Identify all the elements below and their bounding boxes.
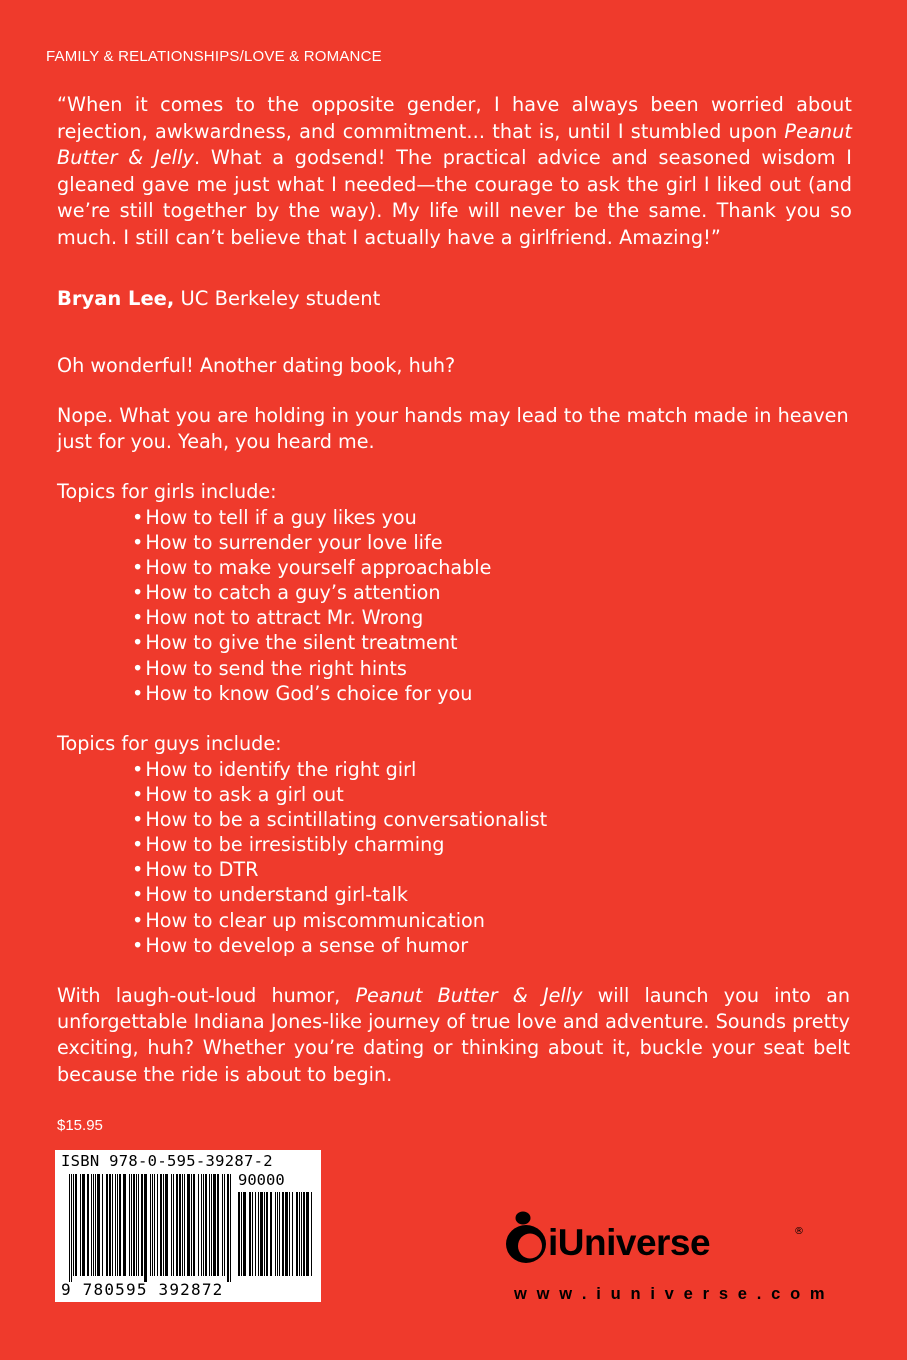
barcode-bar [75, 1174, 77, 1276]
barcode-bar [71, 1174, 72, 1282]
testimonial-quote [57, 92, 852, 252]
barcode-bar [224, 1174, 225, 1276]
ean-digits: 9 780595 392872 [61, 1280, 224, 1299]
girls-topics-heading: Topics for girls include: [57, 480, 277, 503]
barcode-addon-bar [296, 1192, 298, 1276]
barcode-addon-bar [303, 1192, 305, 1276]
barcode-addon-bar [279, 1192, 280, 1276]
girls-topic-item: • How to make yourself approachable [132, 555, 491, 580]
barcode-bar [209, 1174, 210, 1276]
guys-topics-list [132, 757, 547, 958]
nope-paragraph: Nope. What you are holding in your hands may lead to the match made in heaven just for you. Yeah, you heard me. [57, 404, 849, 453]
barcode-addon-bar [238, 1192, 240, 1276]
guys-topics-heading: Topics for guys include: [57, 732, 282, 755]
barcode-bar [133, 1174, 135, 1276]
registered-mark: ® [794, 1226, 804, 1237]
barcode-bar [165, 1174, 168, 1276]
barcode-bar [87, 1174, 89, 1276]
barcode-bar [95, 1174, 96, 1276]
barcode-bar [131, 1174, 132, 1276]
barcode-bar [73, 1174, 74, 1276]
barcode-bar [173, 1174, 174, 1276]
guys-topic-item: • How to be irresistibly charming [132, 832, 547, 857]
barcode-bar [112, 1174, 113, 1276]
barcode-addon-bar [299, 1192, 300, 1276]
guys-topic-item: • How to DTR [132, 857, 547, 882]
barcode-bar [160, 1174, 162, 1276]
barcode-bar [106, 1174, 108, 1276]
closing-part1: With laugh-out-loud humor, [57, 984, 356, 1007]
barcode-bar [222, 1174, 223, 1276]
barcode-addon-bar [264, 1192, 265, 1276]
barcode-addon-bar [275, 1192, 276, 1276]
barcode-bar [211, 1174, 212, 1276]
barcode-addon-bar [260, 1192, 263, 1276]
barcode-bar [171, 1174, 172, 1276]
publisher-url: w w w . i u n i v e r s e . c o m [514, 1285, 828, 1303]
barcode-bar [163, 1174, 164, 1276]
barcode-bar [123, 1174, 126, 1276]
barcode-bar [144, 1174, 147, 1282]
barcode-addon-bar [249, 1192, 251, 1276]
barcode-bar [187, 1174, 190, 1276]
girls-topic-item: • How to give the silent treatment [132, 630, 491, 655]
barcode-addon-bar [301, 1192, 302, 1276]
barcode-bar [213, 1174, 216, 1276]
barcode-bar [117, 1174, 118, 1276]
barcode-addon-bar [270, 1192, 272, 1276]
girls-topic-item: • How to send the right hints [132, 656, 491, 681]
barcode-addon-bar [306, 1192, 309, 1276]
girls-topic-item: • How to tell if a guy likes you [132, 505, 491, 530]
guys-topic-item: • How to develop a sense of humor [132, 933, 547, 958]
testimonial-book-title: Peanut Butter & Jelly [57, 119, 852, 170]
barcode-addon-bar [282, 1192, 284, 1276]
barcode-addon-bar [292, 1192, 293, 1276]
isbn-barcode [55, 1150, 321, 1302]
guys-topic-item: • How to ask a girl out [132, 782, 547, 807]
girls-topics-list [132, 505, 491, 706]
guys-topic-item: • How to clear up miscommunication [132, 908, 547, 933]
publisher-name: iUniverse [548, 1222, 711, 1263]
barcode-addon-bar [285, 1192, 288, 1276]
barcode-addon-bar [266, 1192, 268, 1276]
isbn-label: ISBN 978-0-595-39287-2 [61, 1152, 273, 1170]
testimonial-part1: “When it comes to the opposite gender, I have always been worried about rejection, awkwardness, and commitment... that is, until I stumbled upon [57, 93, 852, 143]
barcode-bar [217, 1174, 219, 1276]
barcode-bar [80, 1174, 81, 1276]
guys-topic-item: • How to be a scintillating conversationalist [132, 807, 547, 832]
barcode-bar [227, 1174, 229, 1282]
barcode-bar [93, 1174, 94, 1276]
barcode-bar [119, 1174, 121, 1276]
barcode-bar [138, 1174, 139, 1276]
barcode-bar [203, 1174, 204, 1276]
barcode-addon-bar [258, 1192, 259, 1276]
barcode-bar [184, 1174, 185, 1276]
barcode-bar [97, 1174, 100, 1276]
barcode-addon-bar [277, 1192, 278, 1276]
barcode-bar [201, 1174, 202, 1276]
girls-topic-item: • How to know God’s choice for you [132, 681, 491, 706]
barcode-bar [182, 1174, 183, 1276]
barcode-bar [198, 1174, 199, 1276]
barcode-bar [193, 1174, 195, 1276]
barcode-addon-code: 90000 [238, 1171, 285, 1189]
barcode-addon-bar [252, 1192, 253, 1276]
testimonial-attribution [57, 287, 380, 310]
barcode-addon-bar [241, 1192, 242, 1276]
testimonial-author-desc: UC Berkeley student [174, 287, 381, 310]
testimonial-part2: . What a godsend! The practical advice and seasoned wisdom I gleaned gave me just what I needed—the courage to ask the girl I liked out (and we’re still together by the way). My life will never be the same. Thank you so much. I still can’t believe that I actually have a girlfriend. Amazing!” [57, 146, 852, 249]
barcode-bar [129, 1174, 130, 1276]
barcode-bar [102, 1174, 103, 1276]
barcode-bar [152, 1174, 153, 1276]
barcode-addon-bar [243, 1192, 246, 1276]
barcode-addon-bar [289, 1192, 290, 1276]
girls-topic-item: • How to catch a guy’s attention [132, 580, 491, 605]
barcode-bar [141, 1174, 143, 1276]
closing-part2: will launch you into an unforgettable Indiana Jones-like journey of true love and adventure. Sounds pretty exciting, huh? Whether you’re dating or thinking about it, buckle your seat belt because the ride is about to begin. [57, 984, 850, 1086]
barcode-bar [205, 1174, 207, 1276]
closing-paragraph [57, 983, 850, 1088]
category-label: FAMILY & RELATIONSHIPS/LOVE & ROMANCE [46, 48, 382, 65]
girls-topic-item: • How not to attract Mr. Wrong [132, 605, 491, 630]
barcode-bar [82, 1174, 85, 1276]
barcode-bar [179, 1174, 181, 1276]
guys-topic-item: • How to identify the right girl [132, 757, 547, 782]
barcode-addon-bar [311, 1192, 312, 1276]
barcode-bar [136, 1174, 137, 1276]
barcode-bar [154, 1174, 155, 1276]
price-label: $15.95 [57, 1117, 103, 1134]
closing-book-title: Peanut Butter & Jelly [355, 984, 583, 1007]
intro-text: Oh wonderful! Another dating book, huh? [57, 354, 456, 377]
barcode-bar [176, 1174, 178, 1276]
barcode-bar [230, 1174, 231, 1282]
barcode-bar [109, 1174, 111, 1276]
barcode-addon-bar [255, 1192, 256, 1276]
testimonial-author: Bryan Lee, [57, 287, 175, 310]
barcode-bar [115, 1174, 116, 1276]
barcode-bar [157, 1174, 158, 1276]
barcode-bar [150, 1174, 151, 1276]
guys-topic-item: • How to understand girl-talk [132, 882, 547, 907]
barcode-bar [69, 1174, 70, 1282]
girls-topic-item: • How to surrender your love life [132, 530, 491, 555]
barcode-bar [191, 1174, 192, 1276]
barcode-bar [91, 1174, 92, 1276]
